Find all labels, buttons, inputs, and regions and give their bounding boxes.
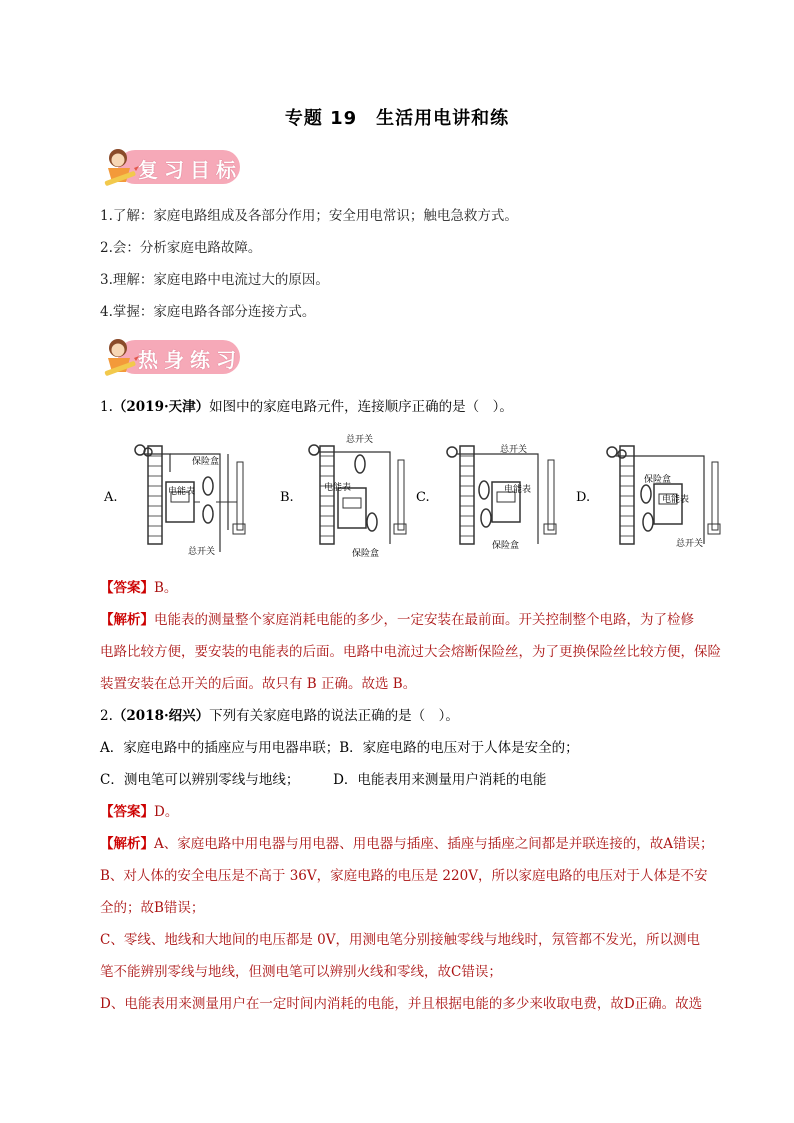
option-letter: A. xyxy=(104,490,118,505)
question-number: 1. xyxy=(100,399,113,415)
question-source: （2019·天津） xyxy=(112,399,210,415)
analysis-line: B、对人体的安全电压是不高于 36V，家庭电路的电压是 220V，所以家庭电路的电压对于人体是不安 xyxy=(100,868,708,884)
meter-label: 电能表 xyxy=(504,485,532,495)
circuit-figure-c xyxy=(416,432,568,557)
analysis-line xyxy=(100,835,714,853)
answer-value: B。 xyxy=(154,580,178,596)
fuse-box-label: 保险盒 xyxy=(352,549,380,559)
main-switch-label: 总开关 xyxy=(500,445,528,455)
answer-line xyxy=(100,579,177,597)
analysis-line: 全的；故B错误； xyxy=(100,900,205,916)
question-1-stem xyxy=(100,398,513,416)
girl-pencil-icon xyxy=(100,146,140,188)
girl-pencil-icon xyxy=(100,336,140,378)
fuse-box-label: 保险盒 xyxy=(492,541,520,551)
page-title: 专题 19 生活用电讲和练 xyxy=(284,108,510,129)
main-switch-label: 总开关 xyxy=(346,435,374,445)
analysis-text: 电能表的测量整个家庭消耗电能的多少，一定安装在最前面。开关控制整个电路，为了检修 xyxy=(154,612,694,628)
question-2-stem xyxy=(100,707,459,725)
option-line: C．测电笔可以辨别零线与地线； D．电能表用来测量用户消耗的电能 xyxy=(100,772,547,788)
option-line: A．家庭电路中的插座应与用电器串联；B．家庭电路的电压对于人体是安全的； xyxy=(100,740,579,756)
analysis-line: 笔不能辨别零线与地线，但测电笔可以辨别火线和零线，故C错误； xyxy=(100,964,502,980)
banner-text: 复习目标 xyxy=(138,158,242,182)
analysis-line: 电路比较方便，要安装的电能表的后面。电路中电流过大会熔断保险丝，为了更换保险丝比较方便，保险 xyxy=(100,644,721,660)
answer-line xyxy=(100,803,178,821)
circuit-figure-a xyxy=(100,432,248,557)
analysis-line: 装置安装在总开关的后面。故只有 B 正确。故选 B。 xyxy=(100,676,417,692)
main-switch-label: 总开关 xyxy=(676,539,704,549)
circuit-figures xyxy=(100,432,730,557)
goal-line: 4.掌握：家庭电路各部分连接方式。 xyxy=(100,304,316,320)
analysis-line xyxy=(100,611,694,629)
analysis-label: 【解析】 xyxy=(100,612,154,628)
meter-label: 电能表 xyxy=(168,487,196,497)
option-letter: C. xyxy=(416,490,430,505)
banner-text: 热身练习 xyxy=(138,348,242,372)
fuse-box-label: 保险盒 xyxy=(644,475,672,485)
fuse-box-label: 保险盒 xyxy=(192,457,220,467)
question-number: 2. xyxy=(100,708,113,724)
circuit-figure-b xyxy=(270,432,418,557)
analysis-text: A、家庭电路中用电器与用电器、用电器与插座、插座与插座之间都是并联连接的，故A错误； xyxy=(154,836,714,852)
question-source: （2018·绍兴） xyxy=(112,708,210,724)
option-letter: B. xyxy=(280,490,294,505)
answer-label: 【答案】 xyxy=(100,580,154,596)
option-letter: D. xyxy=(576,490,591,505)
answer-label: 【答案】 xyxy=(100,804,154,820)
section-banner-warmup xyxy=(100,336,242,376)
analysis-line: C、零线、地线和大地间的电压都是 0V，用测电笔分别接触零线与地线时，氖管都不发光，所以测电 xyxy=(100,932,700,948)
goal-line: 2.会：分析家庭电路故障。 xyxy=(100,240,262,256)
section-banner-goals xyxy=(100,146,242,186)
circuit-figure-d xyxy=(576,432,724,557)
analysis-line: D、电能表用来测量用户在一定时间内消耗的电能，并且根据电能的多少来收取电费，故D正确。故选 xyxy=(100,996,703,1012)
answer-value: D。 xyxy=(154,804,179,820)
question-text: 下列有关家庭电路的说法正确的是（ ）。 xyxy=(209,708,459,724)
question-text: 如图中的家庭电路元件，连接顺序正确的是（ ）。 xyxy=(209,399,513,415)
analysis-label: 【解析】 xyxy=(100,836,154,852)
meter-label: 电能表 xyxy=(324,483,352,493)
main-switch-label: 总开关 xyxy=(188,547,216,557)
goal-line: 1.了解：家庭电路组成及各部分作用；安全用电常识；触电急救方式。 xyxy=(100,208,518,224)
meter-label: 电能表 xyxy=(662,495,690,505)
goal-line: 3.理解：家庭电路中电流过大的原因。 xyxy=(100,272,329,288)
